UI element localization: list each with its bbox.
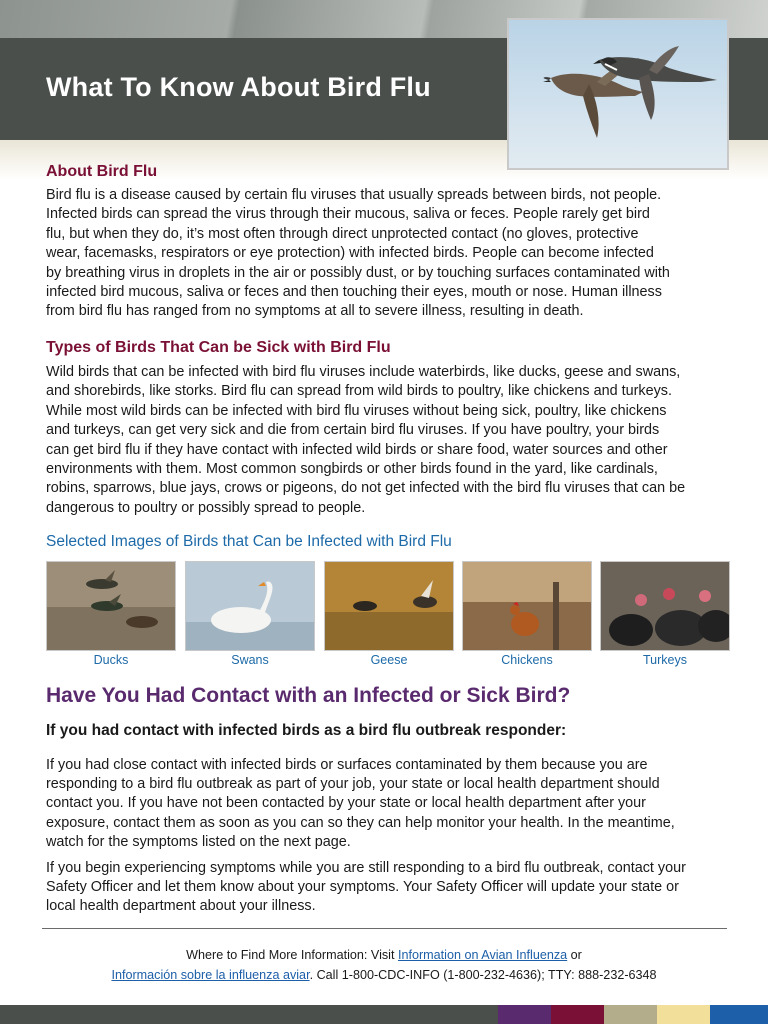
- about-line: Bird flu is a disease caused by certain flu viruses that usually spreads between birds, not people.: [46, 187, 662, 203]
- bird-gallery: [46, 561, 730, 671]
- caption-geese: Geese: [370, 653, 408, 667]
- ducks-photo: [46, 561, 176, 651]
- footer-divider: [42, 928, 727, 929]
- types-section: [46, 339, 728, 518]
- paragraph-line: local health department about your illness.: [46, 898, 316, 915]
- about-line: wear, facemasks, respirators or eye protection) with infected birds. People can become infected: [46, 245, 654, 262]
- footer-contact: . Call 1-800-CDC-INFO (1-800-232-4636); TTY: 888-232-6348: [309, 968, 657, 982]
- types-line: environments with them. Most common songbirds or other birds found in the yard, like cardinals,: [46, 461, 658, 478]
- caption-turkeys: Turkeys: [643, 653, 687, 667]
- about-line: by breathing virus in droplets in the air or possibly dust, or by touching surfaces contaminated with: [46, 264, 670, 281]
- geese-photo: [324, 561, 454, 651]
- types-line: robins, sparrows, blue jays, crows or pigeons, do not get infected with the bird flu viruses that can be: [46, 480, 686, 497]
- about-heading: About Bird Flu: [46, 163, 158, 180]
- about-line: from bird flu has ranged from no symptoms at all to severe illness, resulting in death.: [46, 303, 584, 320]
- chickens-photo: [462, 561, 592, 651]
- color-bar-segment: [498, 1005, 551, 1024]
- paragraph-line: exposure, contact them as soon as you can so they can help monitor your health. In the meantime,: [46, 814, 675, 831]
- footer-prefix: Where to Find More Information: Visit: [186, 948, 398, 962]
- types-line: While most wild birds can be infected with bird flu viruses without being sick, poultry, like chickens: [46, 402, 667, 419]
- paragraph-line: Safety Officer and let them know about your symptoms. Your Safety Officer will update your state or: [46, 878, 679, 895]
- footer-mid: or: [567, 948, 582, 962]
- caption-chickens: Chickens: [501, 653, 553, 667]
- influenza-aviar-link[interactable]: Información sobre la influenza aviar: [111, 968, 310, 982]
- paragraph-line: watch for the symptoms listed on the next page.: [46, 834, 351, 851]
- types-paragraph: [46, 363, 728, 518]
- paragraph-line: If you begin experiencing symptoms while you are still responding to a bird flu outbreak, contact your: [46, 859, 686, 876]
- types-line: can get bird flu if they have contact with infected wild birds or share food, water sources and other: [46, 441, 668, 458]
- color-bar-segment: [604, 1005, 657, 1024]
- footer-info: [0, 945, 768, 985]
- contact-section: [46, 684, 728, 917]
- about-section: [46, 163, 728, 322]
- responder-subheading: If you had contact with infected birds as a bird flu outbreak responder:: [46, 722, 567, 739]
- about-paragraph: [46, 186, 728, 322]
- paragraph-line: If you had close contact with infected birds or surfaces contaminated by them because you are: [46, 756, 648, 773]
- about-line: Infected birds can spread the virus through their mucous, saliva or feces. People rarely get bird: [46, 206, 650, 223]
- color-bar-segment: [551, 1005, 604, 1024]
- hero-photo-pintail-ducks: [507, 18, 729, 170]
- avian-influenza-link[interactable]: Information on Avian Influenza: [397, 948, 568, 962]
- bottom-color-bar: [0, 1005, 768, 1024]
- contact-heading: Have You Had Contact with an Infected or Sick Bird?: [46, 684, 571, 707]
- turkeys-photo: [600, 561, 730, 651]
- types-line: Wild birds that can be infected with bird flu viruses include waterbirds, like ducks, geese and swans,: [46, 364, 681, 380]
- swans-photo: [185, 561, 315, 651]
- gallery-heading: Selected Images of Birds that Can be Infected with Bird Flu: [46, 533, 452, 550]
- page-title: What To Know About Bird Flu: [46, 72, 431, 102]
- types-heading: Types of Birds That Can be Sick with Bird Flu: [46, 339, 391, 356]
- color-bar-segment: [657, 1005, 710, 1024]
- about-line: infected bird mucous, saliva or feces and then touching their eyes, mouth or nose. Human illness: [46, 284, 662, 301]
- gallery-heading-wrap: [46, 533, 728, 551]
- color-bar-segment: [710, 1005, 768, 1024]
- paragraph-line: contact you. If you have not been contacted by your state or local health department after your: [46, 795, 646, 812]
- responder-paragraph-1: [46, 756, 728, 853]
- caption-ducks: Ducks: [93, 653, 129, 667]
- types-line: and turkeys, can get very sick and die from certain bird flu viruses. If you have poultry, your birds: [46, 422, 660, 439]
- about-line: flu, but when they do, it’s most often through direct unprotected contact (no gloves, protective: [46, 225, 639, 242]
- paragraph-line: responding to a bird flu outbreak as part of your job, your state or local health department should: [46, 775, 660, 792]
- responder-paragraph-2: [46, 859, 728, 917]
- types-line: dangerous to poultry or possibly spread to people.: [46, 499, 366, 516]
- color-bar-segment: [0, 1005, 498, 1024]
- types-line: and shorebirds, like storks. Bird flu can spread from wild birds to poultry, like chickens and turkeys.: [46, 383, 672, 400]
- caption-swans: Swans: [231, 653, 269, 667]
